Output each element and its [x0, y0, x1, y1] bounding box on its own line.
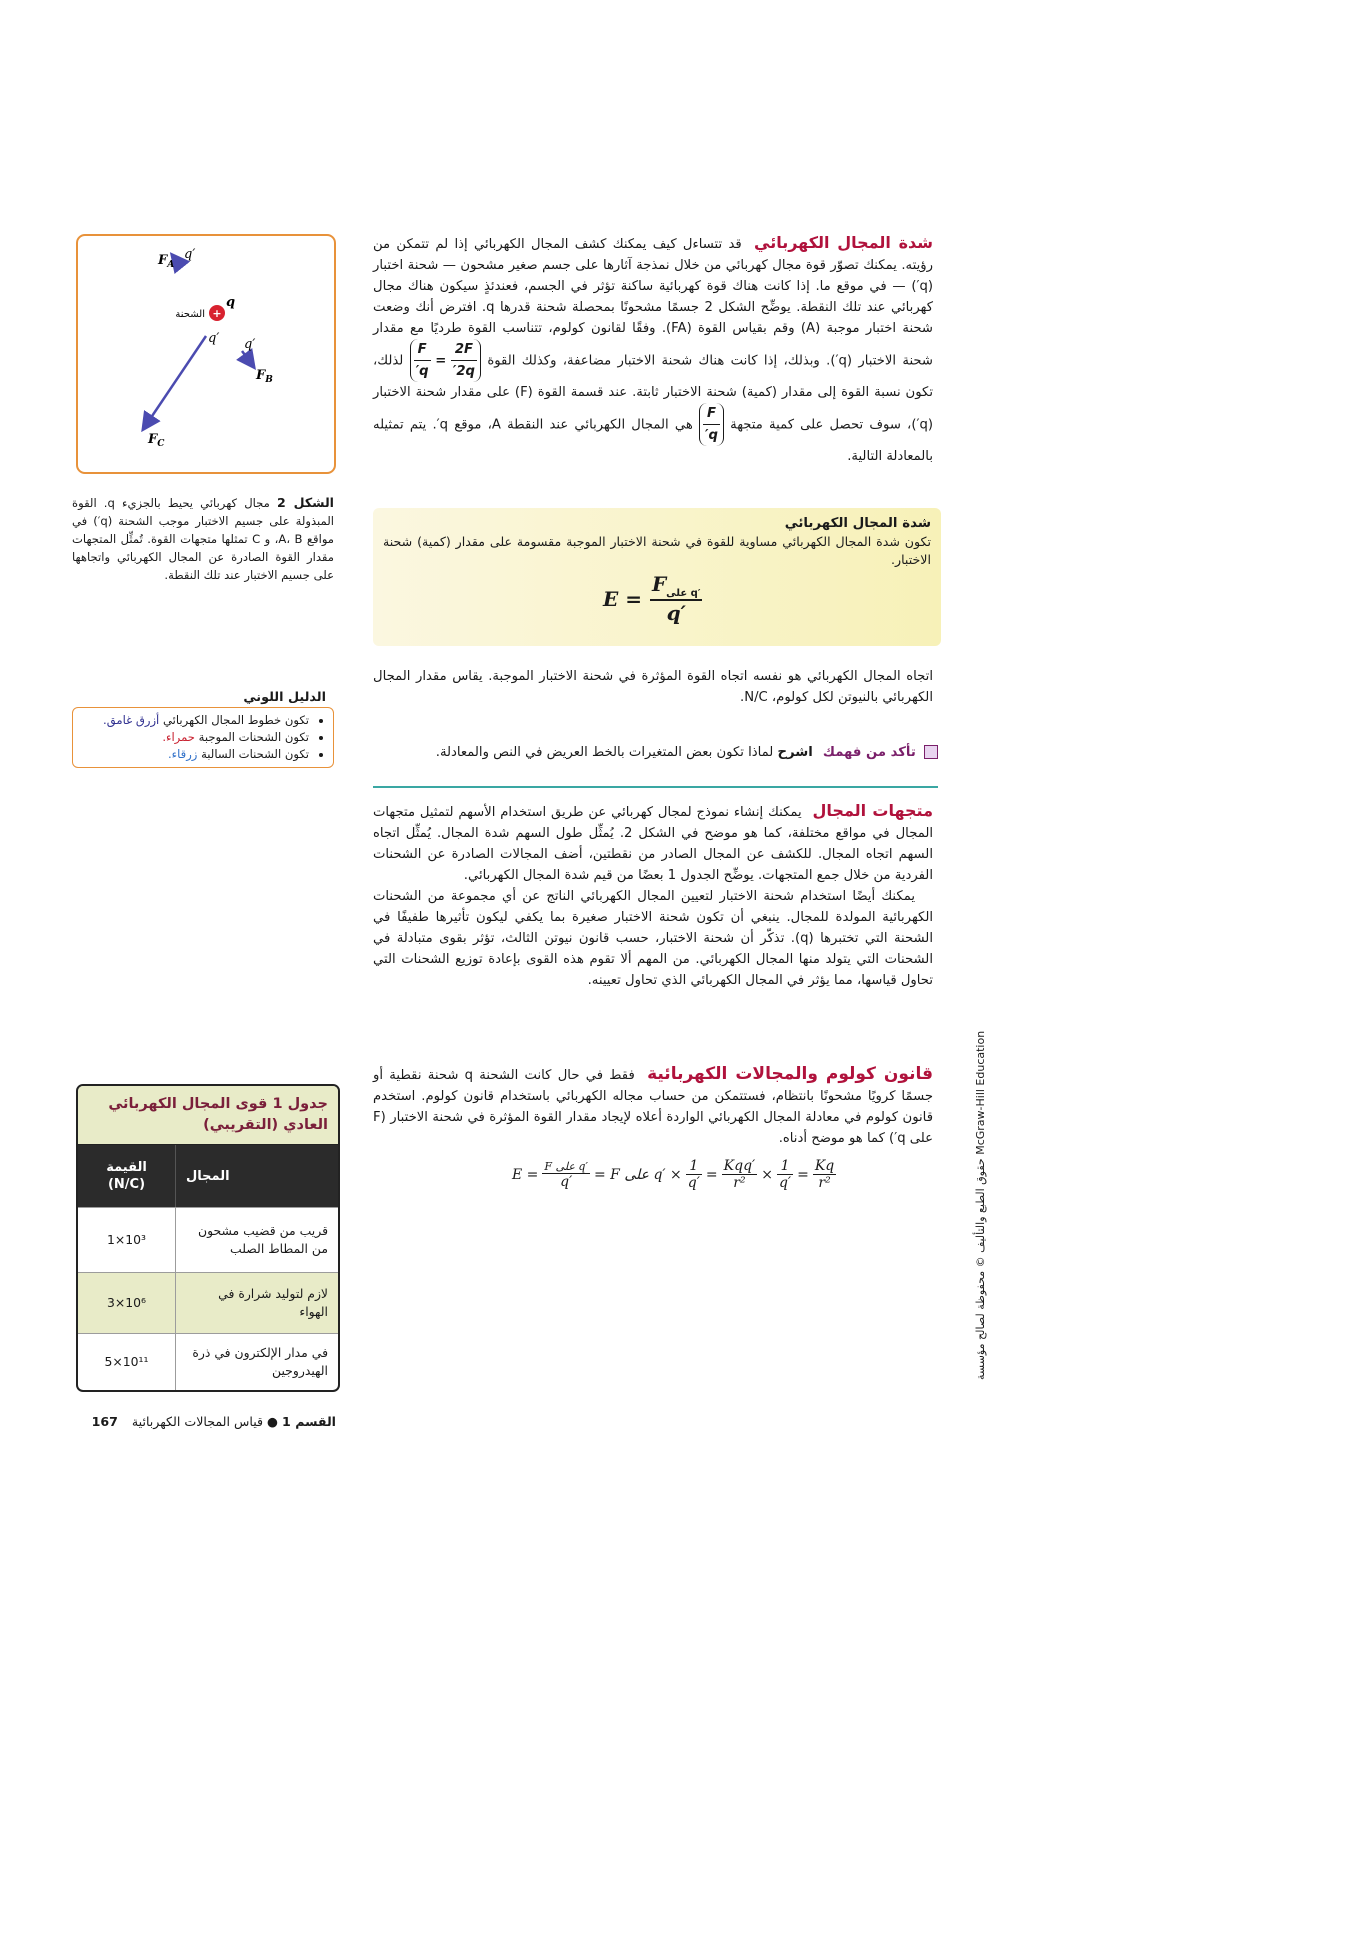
key-item-positive: • تكون الشحنات الموجبة حمراء.: [79, 729, 309, 746]
table-row: 1×10³ قريب من قضيب مشحون من المطاط الصلب: [78, 1207, 338, 1272]
table-row: 3×10⁶ لازم لتوليد شرارة في الهواء: [78, 1272, 338, 1333]
section2-text-a: يمكنك إنشاء نموذج لمجال كهربائي عن طريق استخدام الأسهم لتمثيل متجهات المجال في مواقع مختلفة، كما هو موضح في الشكل 2. يُمثِّل طول السهم شدة المجال. يُمثِّل اتجاه السهم اتجاه المجال. للكشف عن المجال الصادر من نقطتين، أضف المجالات الصادرة عن الشحنات الفردية من خلال جمع المتجهات. يوضِّح الجدول 1 بعضًا من قيم شدة المجال الكهربائي.: [373, 805, 934, 883]
col-value-header: القيمة (N/C): [78, 1145, 176, 1207]
check-label: تأكد من فهمك: [822, 745, 916, 760]
label-q: q: [226, 295, 236, 310]
page-number: 167: [91, 1414, 118, 1429]
direction-paragraph: اتجاه المجال الكهربائي هو نفسه اتجاه القوة المؤثرة في شحنة الاختبار الموجبة. يقاس مقدار المجال الكهربائي بالنيوتن لكل كولوم، N/C.: [373, 669, 933, 705]
coulomb-equation: E = $\frac{\text{F على q′}}{q'}$ = F على q′ × $\frac{1}{q'}$ = $\frac{\text{Kqq′}}{\text{r²}}$ × $\frac{1}{q'}$ = $\frac{Kq}{\text{r²}}$: [512, 1158, 835, 1191]
ratio-bracket: $\frac{2F}{2q'}$ = $\frac{F}{q'}$: [410, 339, 481, 382]
plus-icon: +: [212, 307, 222, 320]
vector-fc: [144, 336, 206, 428]
table-row: 5×10¹¹ في مدار الإلكترون في ذرة الهيدروجين: [78, 1333, 338, 1390]
label-fa: $F_A$: [158, 253, 175, 270]
section1-text-a: قد تتساءل كيف يمكنك كشف المجال الكهربائي إذا لم تتمكن من رؤيته. يمكنك تصوّر قوة مجال كهربائي من خلال نمذجة آثارها على جسم صغير مشحون — شحنة اختبار (q′) — في موقع ما. إذا كانت هناك قوة كهربائية ساكنة تؤثر في الجسم، فعندئذٍ سيكون هناك مجال كهربائي عند تلك النقطة. يوضِّح الشكل 2 جسمًا مشحونًا بمحصلة شحنة قدرها q. افترض أنك وضعت شحنة اختبار موجبة (A) وقم بقياس القوة (FA). وفقًا لقانون كولوم، تتناسب القوة طرديًا مع مقدار شحنة الاختبار (q′). وبذلك، إذا كانت هناك شحنة الاختبار مضاعفة، وكذلك القوة: [373, 237, 933, 369]
footer-bullet: ●: [267, 1414, 279, 1429]
section3-text: فقط في حال كانت الشحنة q شحنة نقطية أو جسمًا كرويًا مشحونًا بانتظام، فستتمكن من حساب مجاله الكهربائي باستخدام قانون كولوم. استخدم قانون كولوم في معادلة المجال الكهربائي الواردة أعلاه لإيجاد مقدار القوة المؤثرة في شحنة الاختبار (F على q′) كما هو موضح أدناه.: [373, 1068, 933, 1146]
section-field-strength: [373, 232, 933, 467]
checkbox-icon: [924, 745, 938, 759]
color-key: [72, 690, 334, 768]
divider-line: [373, 786, 938, 788]
key-item-negative: • تكون الشحنات السالبة زرقاء.: [79, 746, 309, 763]
fraction-f-over-q: $\frac{F}{q'}$: [699, 403, 724, 446]
key-title: الدليل اللوني: [243, 690, 326, 705]
key-box: [72, 707, 334, 768]
fraction-2f-2q: $\frac{2F}{2q'}$: [451, 339, 477, 382]
check-understanding: [373, 745, 938, 760]
vector-fb: [242, 351, 253, 366]
section-coulomb: [373, 1064, 933, 1149]
definition-equation: E = $\frac{F_{على q'}}{q'}$: [603, 572, 701, 625]
key-item-field-lines: • تكون خطوط المجال الكهربائي أزرق غامق.: [79, 712, 309, 729]
heading-coulomb: قانون كولوم والمجالات الكهربائية: [647, 1064, 933, 1084]
section2-text-b: يمكنك أيضًا استخدام شحنة الاختبار لتعيين المجال الكهربائي الناتج عن أي مجموعة من الشحنات الكهربائية المولدة للمجال. ينبغي أن تكون شحنة الاختبار صغيرة بما يكفي ليكون تأثيرها طفيفًا في الشحنة التي تختبرها (q). تذكّر أن شحنة الاختبار، حسب قانون نيوتن الثالث، تؤثر بقوى متبادلة في الشحنات التي يتولد منها المجال الكهربائي. من المهم ألا تقوم هذه القوى بإعادة توزيع الشحنات التي تحاول قياسها، مما يؤثر في المجال الكهربائي الذي تحاول تعيينه.: [373, 889, 933, 988]
heading-field-vectors: متجهات المجال: [812, 801, 933, 820]
section-field-vectors: [373, 800, 933, 991]
col-field-header: المجال: [186, 1168, 230, 1184]
footer-title: قياس المجالات الكهربائية: [131, 1414, 264, 1429]
label-q-prime-c: q′: [208, 331, 220, 346]
copyright-notice: حقوق الطبع والتأليف © محفوظة لصالح مؤسسة McGraw-Hill Education: [974, 1030, 987, 1380]
figure-2-diagram: [76, 234, 336, 474]
definition-text: تكون شدة المجال الكهربائي مساوية للقوة في شحنة الاختبار الموجبة مقسومة على مقدار (كمية) شحنة الاختبار.: [383, 534, 931, 567]
label-charge: الشحنة: [175, 309, 205, 320]
label-fb: $F_B$: [256, 368, 273, 385]
table-header: [78, 1145, 338, 1207]
label-q-prime-b: q′: [244, 337, 256, 352]
section1-text-b: لذلك، تكون نسبة القوة إلى مقدار (كمية) شحنة الاختبار ثابتة. عند قسمة القوة (F) على مقدار شحنة الاختبار (q′)، سوف تحصل على كمية متجهة: [373, 353, 933, 433]
check-text: لماذا تكون بعض المتغيرات بالخط العريض في النص والمعادلة.: [435, 745, 774, 760]
table-1: [76, 1084, 340, 1392]
table-title: جدول 1 قوى المجال الكهربائي العادي (التقريبي): [78, 1086, 338, 1145]
heading-field-strength: شدة المجال الكهربائي: [754, 233, 933, 252]
label-fc: $F_C$: [148, 432, 165, 449]
figure-caption: [72, 494, 334, 584]
caption-text: مجال كهربائي يحيط بالجزيء q. القوة المبذولة على جسيم الاختبار موجب الشحنة (q′) في مواقع A، B، و C تمثلها متجهات القوة. تُمثِّل المتجهات مقدار القوة الصادرة عن المجال الكهربائي واتجاهها على جسيم الاختبار عند تلك النقطة.: [72, 496, 335, 582]
check-verb: اشرح: [777, 745, 813, 760]
definition-title: شدة المجال الكهربائي: [784, 516, 931, 531]
field-vectors-svg: [78, 236, 334, 472]
label-q-prime-a: q′: [184, 247, 196, 262]
footer-section: القسم 1: [282, 1414, 336, 1429]
page-footer: [76, 1414, 336, 1429]
caption-title: الشكل 2: [276, 495, 335, 510]
section1-text-c: هي المجال الكهربائي عند النقطة A، موقع q′. يتم تمثيله بالمعادلة التالية.: [373, 417, 933, 464]
fraction-f-q: $\frac{F}{q'}$: [414, 339, 431, 382]
definition-box: [373, 508, 941, 646]
